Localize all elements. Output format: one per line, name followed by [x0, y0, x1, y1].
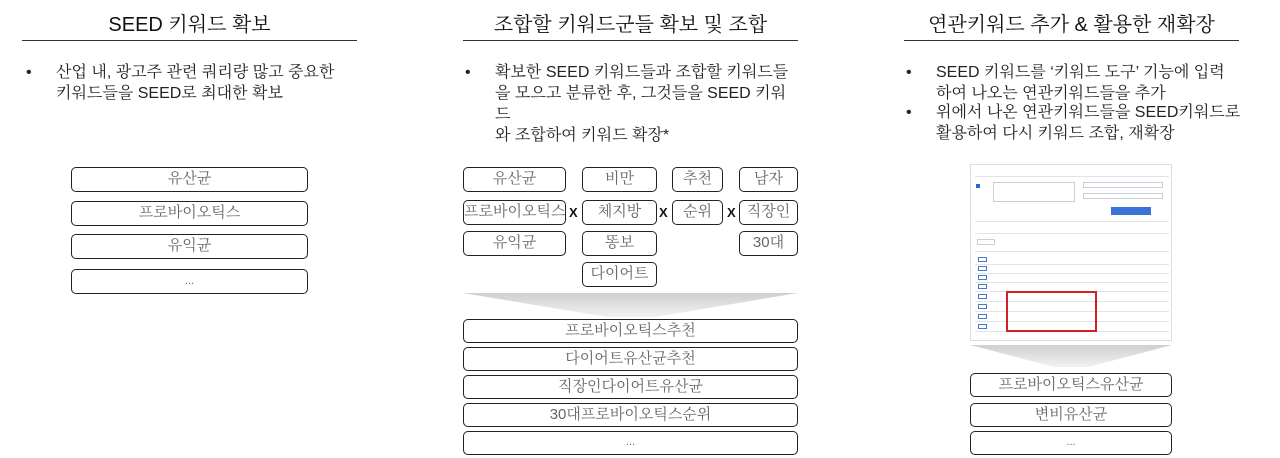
row-tag	[978, 275, 987, 280]
result-keyword-pill: 다이어트유산균추천	[463, 347, 798, 371]
cross-operator: X	[659, 205, 668, 220]
row-tag	[978, 257, 987, 262]
group3-keyword: 추천	[672, 167, 723, 192]
result-keyword-pill: 변비유산균	[970, 403, 1172, 427]
screenshot-input-box	[1083, 193, 1163, 199]
bullet-dot: •	[906, 64, 912, 81]
bullet-dot: •	[465, 64, 471, 81]
column3-title: 연관키워드 추가 & 활용한 재확장	[928, 14, 1215, 36]
screenshot-input-box	[993, 182, 1075, 202]
group4-keyword: 남자	[739, 167, 798, 192]
column3-bullet	[906, 62, 1246, 106]
result-keyword-pill: 직장인다이어트유산균	[463, 375, 798, 399]
group1-keyword: 유익균	[463, 231, 566, 256]
column2-title: 조합할 키워드군들 확보 및 조합	[493, 14, 768, 36]
result-keyword-pill: ...	[463, 431, 798, 455]
group4-keyword: 직장인	[739, 200, 798, 225]
row-divider	[975, 282, 1169, 283]
row-divider	[975, 264, 1169, 265]
bullet-dot: •	[906, 104, 912, 121]
seed-keyword-pill: 프로바이오틱스	[71, 201, 308, 226]
bullet-dot: •	[26, 64, 32, 81]
column1-title: SEED 키워드 확보	[108, 14, 271, 36]
group3-keyword: 순위	[672, 200, 723, 225]
bullet-text: SEED 키워드를 ‘키워드 도구’ 기능에 입력 하여 나오는 연관키워드들을 추가	[936, 64, 1225, 102]
group1-keyword: 유산균	[463, 167, 566, 192]
row-tag	[978, 266, 987, 271]
screenshot-search-button	[1111, 207, 1151, 215]
column2-rule	[463, 40, 798, 41]
column1-rule	[22, 40, 357, 41]
column3-rule	[904, 40, 1239, 41]
group2-keyword: 다이어트	[582, 262, 657, 287]
row-tag	[978, 284, 987, 289]
group2-keyword: 체지방	[582, 200, 657, 225]
row-divider	[975, 273, 1169, 274]
divider	[975, 233, 1169, 234]
checkbox-icon	[976, 184, 980, 188]
group4-keyword: 30대	[739, 231, 798, 256]
funnel-arrow	[463, 293, 798, 317]
result-keyword-pill: ...	[970, 431, 1172, 455]
cross-operator: X	[727, 205, 736, 220]
divider	[975, 176, 1169, 177]
screenshot-input-box	[1083, 182, 1163, 188]
funnel-arrow	[970, 345, 1172, 367]
bullet-text: 확보한 SEED 키워드들과 조합할 키워드들 을 모으고 분류한 후, 그것들을 SEED 키워드 와 조합하여 키워드 확장*	[495, 64, 789, 144]
group2-keyword: 똥보	[582, 231, 657, 256]
seed-keyword-pill: ...	[71, 269, 308, 294]
result-keyword-pill: 30대프로바이오틱스순위	[463, 403, 798, 427]
divider	[975, 251, 1169, 252]
seed-keyword-pill: 유산균	[71, 167, 308, 192]
divider	[975, 221, 1169, 222]
group2-keyword: 비만	[582, 167, 657, 192]
row-tag	[978, 304, 987, 309]
seed-keyword-pill: 유익균	[71, 234, 308, 259]
related-keywords-highlight	[1006, 291, 1097, 332]
row-tag	[978, 294, 987, 299]
column2-bullet	[465, 62, 800, 144]
screenshot-header-box	[977, 239, 995, 245]
column1-bullet	[26, 62, 356, 106]
cross-operator: X	[569, 205, 578, 220]
row-tag	[978, 314, 987, 319]
column3-bullet	[906, 102, 1246, 146]
result-keyword-pill: 프로바이오틱스유산균	[970, 373, 1172, 397]
bullet-text: 위에서 나온 연관키워드들을 SEED키워드로 활용하여 다시 키워드 조합, 재확장	[936, 104, 1241, 142]
result-keyword-pill: 프로바이오틱스추천	[463, 319, 798, 343]
bullet-text: 산업 내, 광고주 관련 쿼리량 많고 중요한 키워드들을 SEED로 최대한 확보	[56, 64, 335, 102]
row-tag	[978, 324, 987, 329]
group1-keyword: 프로바이오틱스	[463, 200, 566, 225]
